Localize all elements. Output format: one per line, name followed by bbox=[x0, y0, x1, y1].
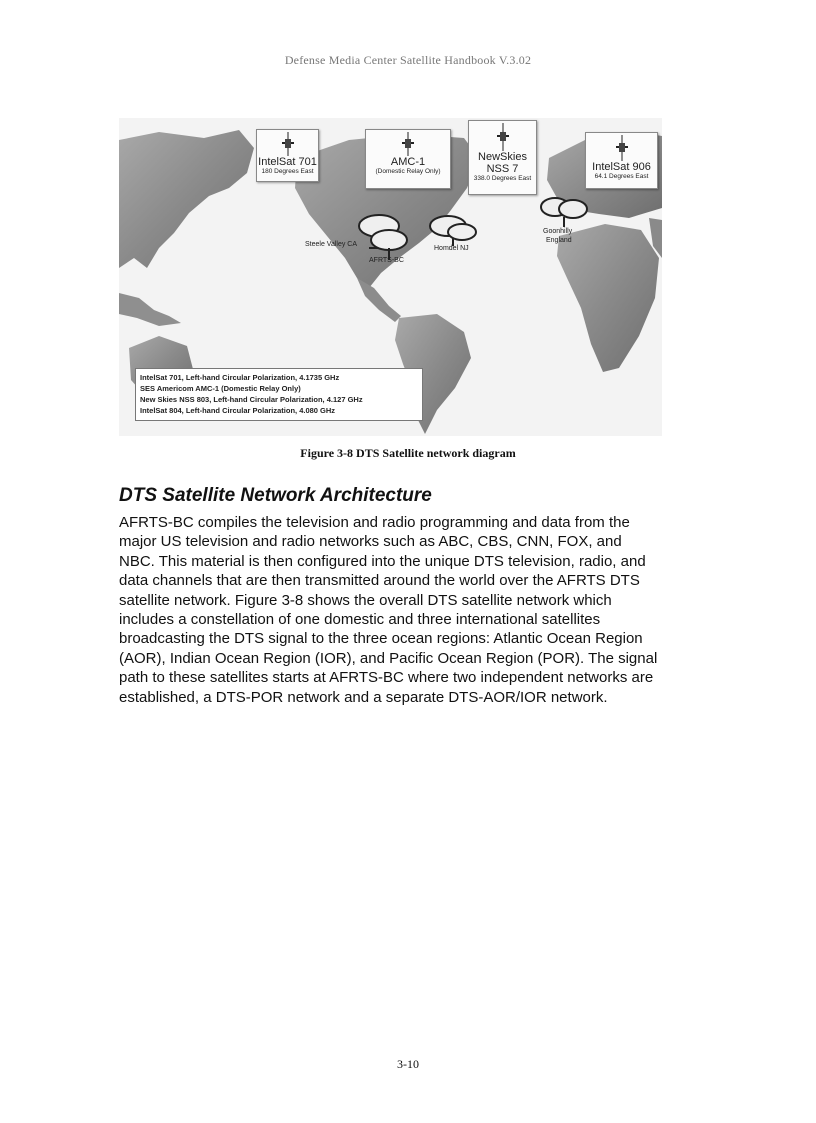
satellite-name: NewSkies bbox=[478, 151, 527, 163]
body-line: satellite network. Figure 3-8 shows the overall DTS satellite network which bbox=[119, 591, 612, 609]
dish-icon-homdel bbox=[428, 214, 478, 248]
satellite-name: AMC-1 bbox=[390, 156, 426, 168]
satellite-location: 180 Degrees East bbox=[261, 168, 314, 175]
body-line: NBC. This material is then configured into the unique DTS television, radio, and bbox=[119, 552, 646, 570]
place-label-afrts-bc: AFRTS-BC bbox=[369, 257, 404, 264]
place-label-steele-valley: Steele Valley CA bbox=[305, 241, 358, 248]
satellite-box-intelsat-906 bbox=[585, 132, 658, 189]
section-title: DTS Satellite Network Architecture bbox=[119, 485, 432, 506]
satellite-location: 338.0 Degrees East bbox=[473, 175, 532, 182]
satellite-network-figure bbox=[119, 118, 662, 436]
body-line: data channels that are then transmitted around the world over the AFRTS DTS bbox=[119, 572, 640, 590]
satellite-box-intelsat-701 bbox=[256, 129, 319, 182]
place-label-goonhilly: Goonhilly bbox=[543, 228, 573, 235]
body-line: established, a DTS-POR network and a separate DTS-AOR/IOR network. bbox=[119, 688, 608, 706]
satellite-icon bbox=[496, 123, 510, 151]
satellite-name-line2: NSS 7 bbox=[486, 163, 519, 175]
body-line: broadcasting the DTS signal to the three ocean regions: Atlantic Ocean Region bbox=[119, 630, 643, 648]
place-label-england: England bbox=[546, 237, 572, 244]
page-number: 3-10 bbox=[397, 1057, 419, 1071]
dish-icon-goonhilly bbox=[539, 195, 589, 229]
satellite-box-amc-1 bbox=[365, 129, 451, 189]
legend-line: SES Americom AMC-1 (Domestic Relay Only) bbox=[140, 384, 301, 393]
body-paragraph bbox=[119, 513, 657, 707]
body-line: (AOR), Indian Ocean Region (IOR), and Pacific Ocean Region (POR). The signal bbox=[119, 649, 658, 667]
legend-line: IntelSat 701, Left-hand Circular Polarization, 4.1735 GHz bbox=[140, 373, 340, 382]
legend-line: IntelSat 804, Left-hand Circular Polarization, 4.080 GHz bbox=[140, 406, 336, 415]
figure-caption: Figure 3-8 DTS Satellite network diagram bbox=[300, 446, 516, 460]
running-header: Defense Media Center Satellite Handbook V.3.02 bbox=[284, 53, 532, 67]
figure-legend bbox=[135, 368, 423, 421]
body-line: major US television and radio networks such as ABC, CBS, CNN, FOX, and bbox=[119, 533, 622, 551]
satellite-icon bbox=[401, 132, 415, 156]
body-line: includes a constellation of one domestic and three international satellites bbox=[119, 611, 601, 629]
legend-line: New Skies NSS 803, Left-hand Circular Polarization, 4.127 GHz bbox=[140, 395, 363, 404]
satellite-box-newskies-nss7 bbox=[468, 120, 537, 195]
body-line: path to these satellites starts at AFRTS-BC where two independent networks are bbox=[119, 669, 654, 687]
satellite-location: (Domestic Relay Only) bbox=[375, 168, 441, 175]
satellite-name: IntelSat 906 bbox=[592, 161, 651, 173]
satellite-icon bbox=[281, 132, 295, 156]
place-label-homdel: Homdel NJ bbox=[434, 245, 469, 252]
satellite-name: IntelSat 701 bbox=[258, 156, 317, 168]
body-line: AFRTS-BC compiles the television and radio programming and data from the bbox=[119, 514, 630, 531]
satellite-icon bbox=[615, 135, 629, 161]
satellite-location: 64.1 Degrees East bbox=[594, 173, 649, 180]
